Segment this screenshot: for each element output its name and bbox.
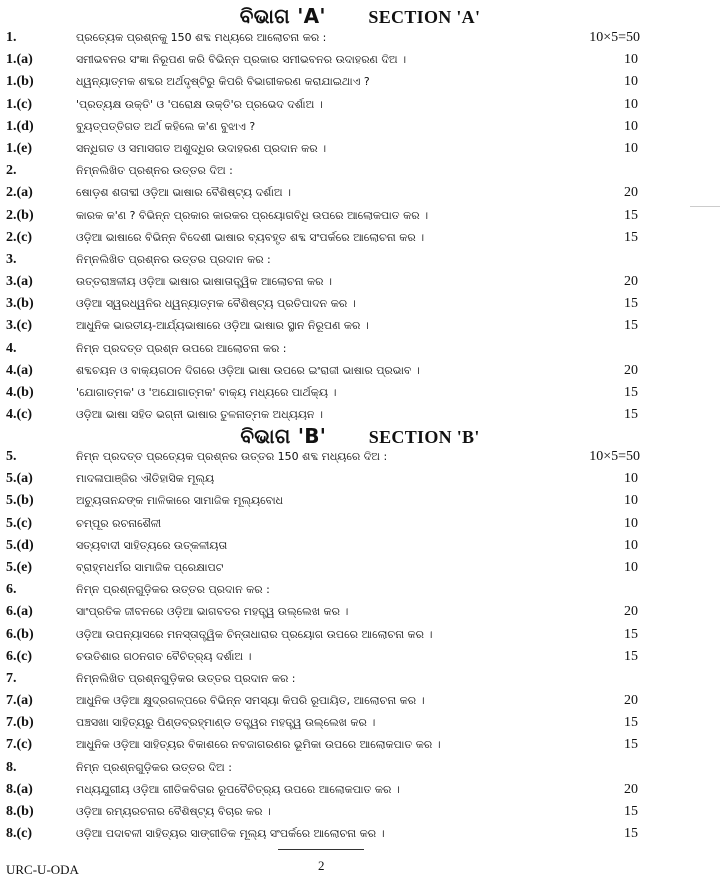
question-number: 6.(a) — [6, 604, 33, 620]
question-row — [0, 823, 720, 845]
question-text: ସତ୍ୟବାଦୀ ସାହିତ୍ୟରେ ଉତ୍କଳୀୟତା — [76, 538, 228, 552]
question-text: କାରକ କ'ଣ ? ବିଭିନ୍ନ ପ୍ରକାର କାରକର ପ୍ରୟୋଗବିଧି ଉପରେ ଆଲୋକପାତ କର । — [76, 208, 429, 222]
question-marks: 20 — [624, 185, 638, 201]
question-text: ଓଡ଼ିଆ ସ୍ୱରଧ୍ୱନିର ଧ୍ୱନ୍ୟାତ୍ମକ ବୈଶିଷ୍ଟ୍ୟ ପ୍ରତିପାଦନ କର । — [76, 297, 356, 311]
question-number: 4.(c) — [6, 407, 33, 423]
question-row — [0, 535, 720, 557]
question-marks: 20 — [624, 362, 638, 378]
question-text: ଆଧୁନିକ ଓଡ଼ିଆ କ୍ଷୁଦ୍ରଗଳ୍ପରେ ବିଭିନ୍ନ ସମସ୍ୟା କିପରି ରୂପାୟିତ, ଆଲୋଚନା କର । — [76, 694, 425, 708]
question-row — [0, 116, 720, 138]
question-number: 6. — [6, 582, 17, 598]
question-text: ଧ୍ୱନ୍ୟାତ୍ମକ ଶବ୍ଦର ଅର୍ଥଦୃଷ୍ଟିରୁ କିପରି ବିଭାଗୀକରଣ କରାଯାଇଥାଏ ? — [76, 75, 370, 89]
question-text: ମଧ୍ୟଯୁଗୀୟ ଓଡ଼ିଆ ଗୀତିକବିତାର ରୂପବୈଚିତ୍ର୍ୟ ଉପରେ ଆଲୋକପାତ କର । — [76, 782, 400, 796]
footer-rule — [278, 849, 364, 850]
question-row — [0, 71, 720, 93]
question-number: 5.(b) — [6, 493, 34, 509]
question-row — [0, 624, 720, 646]
question-row — [0, 227, 720, 249]
question-text: ଆଧୁନିକ ଭାରତୀୟ-ଆର୍ଯ୍ୟଭାଷାରେ ଓଡ଼ିଆ ଭାଷାର ସ୍ଥାନ ନିରୂପଣ କର । — [76, 319, 369, 333]
question-row — [0, 779, 720, 801]
question-row — [0, 182, 720, 204]
question-number: 1.(a) — [6, 52, 33, 68]
section-a-heading-english: SECTION 'A' — [368, 7, 481, 27]
question-marks: 15 — [624, 385, 638, 400]
question-number: 2. — [6, 163, 17, 179]
question-marks: 10 — [624, 96, 638, 112]
question-text: ପ୍ରତ୍ୟେକ ପ୍ରଶ୍ନକୁ 150 ଶବ୍ଦ ମଧ୍ୟରେ ଆଲୋଚନା କର : — [76, 31, 327, 44]
question-row — [0, 690, 720, 712]
question-marks: 15 — [624, 296, 638, 312]
question-text: ଓଡ଼ିଆ ଭାଷା ସହିତ ଭଗ୍ନୀ ଭାଷାର ତୁଳନାତ୍ମକ ଅଧ୍ୟୟନ । — [76, 408, 323, 422]
question-marks: 10 — [624, 118, 638, 134]
question-text: ସମୀଭବନର ସଂଜ୍ଞା ନିରୂପଣ କରି ବିଭିନ୍ନ ପ୍ରକାର ସମୀଭବନର ଉଦାହରଣ ଦିଅ । — [76, 53, 407, 67]
question-number: 5.(d) — [6, 537, 34, 553]
question-marks: 15 — [624, 648, 638, 664]
page-number: 2 — [318, 858, 325, 873]
question-row — [0, 490, 720, 512]
question-marks: 15 — [624, 804, 638, 819]
question-row — [0, 382, 720, 404]
question-number: 3.(a) — [6, 274, 33, 290]
question-marks: 20 — [624, 781, 638, 797]
question-marks: 15 — [624, 229, 638, 245]
question-text: ନିମ୍ନ ପ୍ରଶ୍ନଗୁଡ଼ିକର ଉତ୍ତର ପ୍ରଦାନ କର : — [76, 583, 270, 597]
question-marks: 15 — [624, 826, 638, 842]
question-marks: 10 — [624, 140, 638, 156]
question-row — [0, 94, 720, 116]
question-number: 7.(c) — [6, 737, 33, 753]
question-row — [0, 668, 720, 690]
question-row — [0, 27, 720, 49]
question-row — [0, 468, 720, 490]
section-b-heading — [0, 424, 720, 448]
question-marks: 10×5=50 — [589, 449, 640, 464]
section-a-heading-oriya: ବିଭାଗ 'A' — [239, 4, 326, 28]
question-text: ନିମ୍ନ ପ୍ରଦତ୍ତ ପ୍ରଶ୍ନ ଉପରେ ଆଲୋଚନା କର : — [76, 341, 287, 355]
question-number: 4.(a) — [6, 362, 33, 378]
paper-code: URC-U-ODA — [6, 862, 79, 877]
question-text: ନିମ୍ନଲିଖିତ ପ୍ରଶ୍ନର ଉତ୍ତର ଦିଅ : — [76, 164, 233, 178]
question-row — [0, 801, 720, 823]
question-row — [0, 446, 720, 468]
question-text: 'ଯୋଗାତ୍ମକ' ଓ 'ଅଯୋଗାତ୍ମକ' ବାକ୍ୟ ମଧ୍ୟରେ ପାର୍ଥକ୍ୟ । — [76, 386, 337, 399]
question-text: ଚଉତିଶାର ଗଠନଗତ ବୈଚିତ୍ର୍ୟ ଦର୍ଶାଅ । — [76, 649, 252, 663]
question-text: ନିମ୍ନଲିଖିତ ପ୍ରଶ୍ନର ଉତ୍ତର ପ୍ରଦାନ କର : — [76, 252, 271, 266]
question-text: ଚମ୍ପୂର ରଚନାଶୈଳୀ — [76, 516, 162, 530]
question-number: 5.(e) — [6, 559, 33, 575]
question-number: 5. — [6, 449, 17, 464]
question-marks: 20 — [624, 604, 638, 620]
question-marks: 10×5=50 — [589, 30, 640, 45]
question-marks: 10 — [624, 515, 638, 531]
question-row — [0, 712, 720, 734]
question-marks: 10 — [624, 537, 638, 553]
section-b-heading-english: SECTION 'B' — [368, 427, 480, 447]
question-row — [0, 513, 720, 535]
question-number: 1.(e) — [6, 140, 33, 156]
question-row — [0, 49, 720, 71]
question-row — [0, 360, 720, 382]
question-row — [0, 249, 720, 271]
question-marks: 20 — [624, 274, 638, 290]
question-text: ଓଡ଼ିଆ ପଦାବଳୀ ସାହିତ୍ୟର ସାଙ୍ଗୀତିକ ମୂଲ୍ୟ ସଂପର୍କରେ ଆଲୋଚନା କର । — [76, 827, 385, 841]
question-number: 8.(b) — [6, 804, 34, 819]
question-number: 4.(b) — [6, 385, 34, 400]
question-text: ନିମ୍ନଲିଖିତ ପ୍ରଶ୍ନଗୁଡ଼ିକର ଉତ୍ତର ପ୍ରଦାନ କର : — [76, 671, 296, 685]
question-number: 1. — [6, 30, 17, 45]
question-row — [0, 557, 720, 579]
question-row — [0, 646, 720, 668]
question-number: 5.(a) — [6, 471, 33, 487]
question-row — [0, 160, 720, 182]
question-text: ସାଂପ୍ରତିକ ଜୀବନରେ ଓଡ଼ିଆ ଭାଗବତର ମହତ୍ତ୍ୱ ଉଲ୍ଲେଖ କର । — [76, 605, 349, 619]
question-marks: 15 — [624, 407, 638, 423]
question-number: 1.(c) — [6, 96, 33, 112]
question-text: ଅଚ୍ୟୁତାନନ୍ଦଙ୍କ ମାଳିକାରେ ସାମାଜିକ ମୂଲ୍ୟବୋଧ — [76, 494, 284, 508]
question-row — [0, 601, 720, 623]
question-text: ଷୋଡ଼ଶ ଶତାବ୍ଦୀ ଓଡ଼ିଆ ଭାଷାର ବୈଶିଷ୍ଟ୍ୟ ଦର୍ଶାଅ । — [76, 186, 291, 200]
question-text: ପଞ୍ଚସଖା ସାହିତ୍ୟରୁ ପିଣ୍ଡବ୍ରହ୍ମାଣ୍ଡ ତତ୍ତ୍ୱର ମହତ୍ତ୍ୱ ଉଲ୍ଲେଖ କର । — [76, 716, 376, 730]
question-text: 'ପ୍ରତ୍ୟକ୍ଷ ଉକ୍ତି' ଓ 'ପରୋକ୍ଷ ଉକ୍ତି'ର ପ୍ରଭେଦ ଦର୍ଶାଅ । — [76, 97, 323, 111]
question-number: 2.(a) — [6, 185, 33, 201]
question-number: 5.(c) — [6, 515, 33, 531]
question-number: 3.(c) — [6, 318, 33, 334]
question-marks: 10 — [624, 74, 638, 90]
question-row — [0, 205, 720, 227]
question-marks: 10 — [624, 471, 638, 487]
question-text: ଉତ୍ତରାଞ୍ଚଳୀୟ ଓଡ଼ିଆ ଭାଷାର ଭାଷାତାତ୍ତ୍ୱିକ ଆଲୋଚନା କର । — [76, 275, 332, 289]
question-marks: 15 — [624, 626, 638, 642]
question-row — [0, 734, 720, 756]
question-text: ନିମ୍ନ ପ୍ରଦତ୍ତ ପ୍ରତ୍ୟେକ ପ୍ରଶ୍ନର ଉତ୍ତର 150 ଶବ୍ଦ ମଧ୍ୟରେ ଦିଅ : — [76, 450, 388, 463]
question-number: 1.(b) — [6, 74, 34, 90]
question-row — [0, 315, 720, 337]
question-number: 1.(d) — [6, 118, 34, 134]
question-number: 7. — [6, 670, 17, 686]
question-number: 3.(b) — [6, 296, 34, 312]
question-row — [0, 138, 720, 160]
section-a-question-list — [0, 27, 720, 426]
question-marks: 15 — [624, 715, 638, 731]
question-number: 4. — [6, 340, 17, 356]
question-number: 2.(b) — [6, 207, 34, 223]
question-number: 3. — [6, 251, 17, 267]
question-marks: 10 — [624, 559, 638, 575]
question-text: ଓଡ଼ିଆ ଉପନ୍ୟାସରେ ମନସ୍ତାତ୍ତ୍ୱିକ ଚିନ୍ତାଧାରାର ପ୍ରୟୋଗ ଉପରେ ଆଲୋଚନା କର । — [76, 627, 433, 641]
question-row — [0, 757, 720, 779]
question-number: 7.(b) — [6, 715, 34, 731]
question-number: 8.(a) — [6, 781, 33, 797]
question-row — [0, 271, 720, 293]
question-row — [0, 579, 720, 601]
question-row — [0, 293, 720, 315]
question-number: 2.(c) — [6, 229, 33, 245]
question-marks: 15 — [624, 318, 638, 334]
question-text: ସନ୍ଧିଗତ ଓ ସମାସଗତ ଅଶୁଦ୍ଧିର ଉଦାହରଣ ପ୍ରଦାନ କର । — [76, 141, 327, 155]
question-number: 8.(c) — [6, 826, 33, 842]
question-number: 7.(a) — [6, 693, 33, 709]
question-number: 6.(b) — [6, 626, 34, 642]
question-number: 8. — [6, 759, 17, 775]
scan-edge-mark — [690, 206, 720, 207]
question-marks: 15 — [624, 737, 638, 753]
question-text: ବ୍ରାହ୍ମଧର୍ମର ସାମାଜିକ ପ୍ରେକ୍ଷାପଟ — [76, 560, 224, 574]
question-text: ଓଡ଼ିଆ ରମ୍ୟରଚନାର ବୈଶିଷ୍ଟ୍ୟ ବିଚାର କର । — [76, 805, 271, 818]
section-a-heading — [0, 4, 720, 28]
question-text: ମାଦଳାପାଞ୍ଜିର ଐତିହାସିକ ମୂଲ୍ୟ — [76, 472, 215, 486]
question-marks: 10 — [624, 52, 638, 68]
question-marks: 20 — [624, 693, 638, 709]
question-row — [0, 338, 720, 360]
section-b-heading-oriya: ବିଭାଗ 'B' — [240, 424, 327, 448]
question-marks: 10 — [624, 493, 638, 509]
question-text: ନିମ୍ନ ପ୍ରଶ୍ନଗୁଡ଼ିକର ଉତ୍ତର ଦିଅ : — [76, 760, 232, 774]
question-number: 6.(c) — [6, 648, 33, 664]
question-text: ଓଡ଼ିଆ ଭାଷାରେ ବିଭିନ୍ନ ବିଦେଶୀ ଭାଷାର ବ୍ୟବହୃତ ଶବ୍ଦ ସଂପର୍କରେ ଆଲୋଚନା କର । — [76, 230, 425, 244]
question-text: ବ୍ୟୁତ୍ପତ୍ତିଗତ ଅର୍ଥ କହିଲେ କ'ଣ ବୁଝାଏ ? — [76, 119, 256, 133]
question-text: ଶବ୍ଦଚୟନ ଓ ବାକ୍ୟଗଠନ ଦିଗରେ ଓଡ଼ିଆ ଭାଷା ଉପରେ ଇଂରାଜୀ ଭାଷାର ପ୍ରଭାବ । — [76, 363, 420, 377]
question-marks: 15 — [624, 207, 638, 223]
section-b-question-list — [0, 446, 720, 845]
question-text: ଆଧୁନିକ ଓଡ଼ିଆ ସାହିତ୍ୟର ବିକାଶରେ ନବଜାଗରଣର ଭୂମିକା ଉପରେ ଆଲୋକପାତ କର । — [76, 738, 441, 752]
